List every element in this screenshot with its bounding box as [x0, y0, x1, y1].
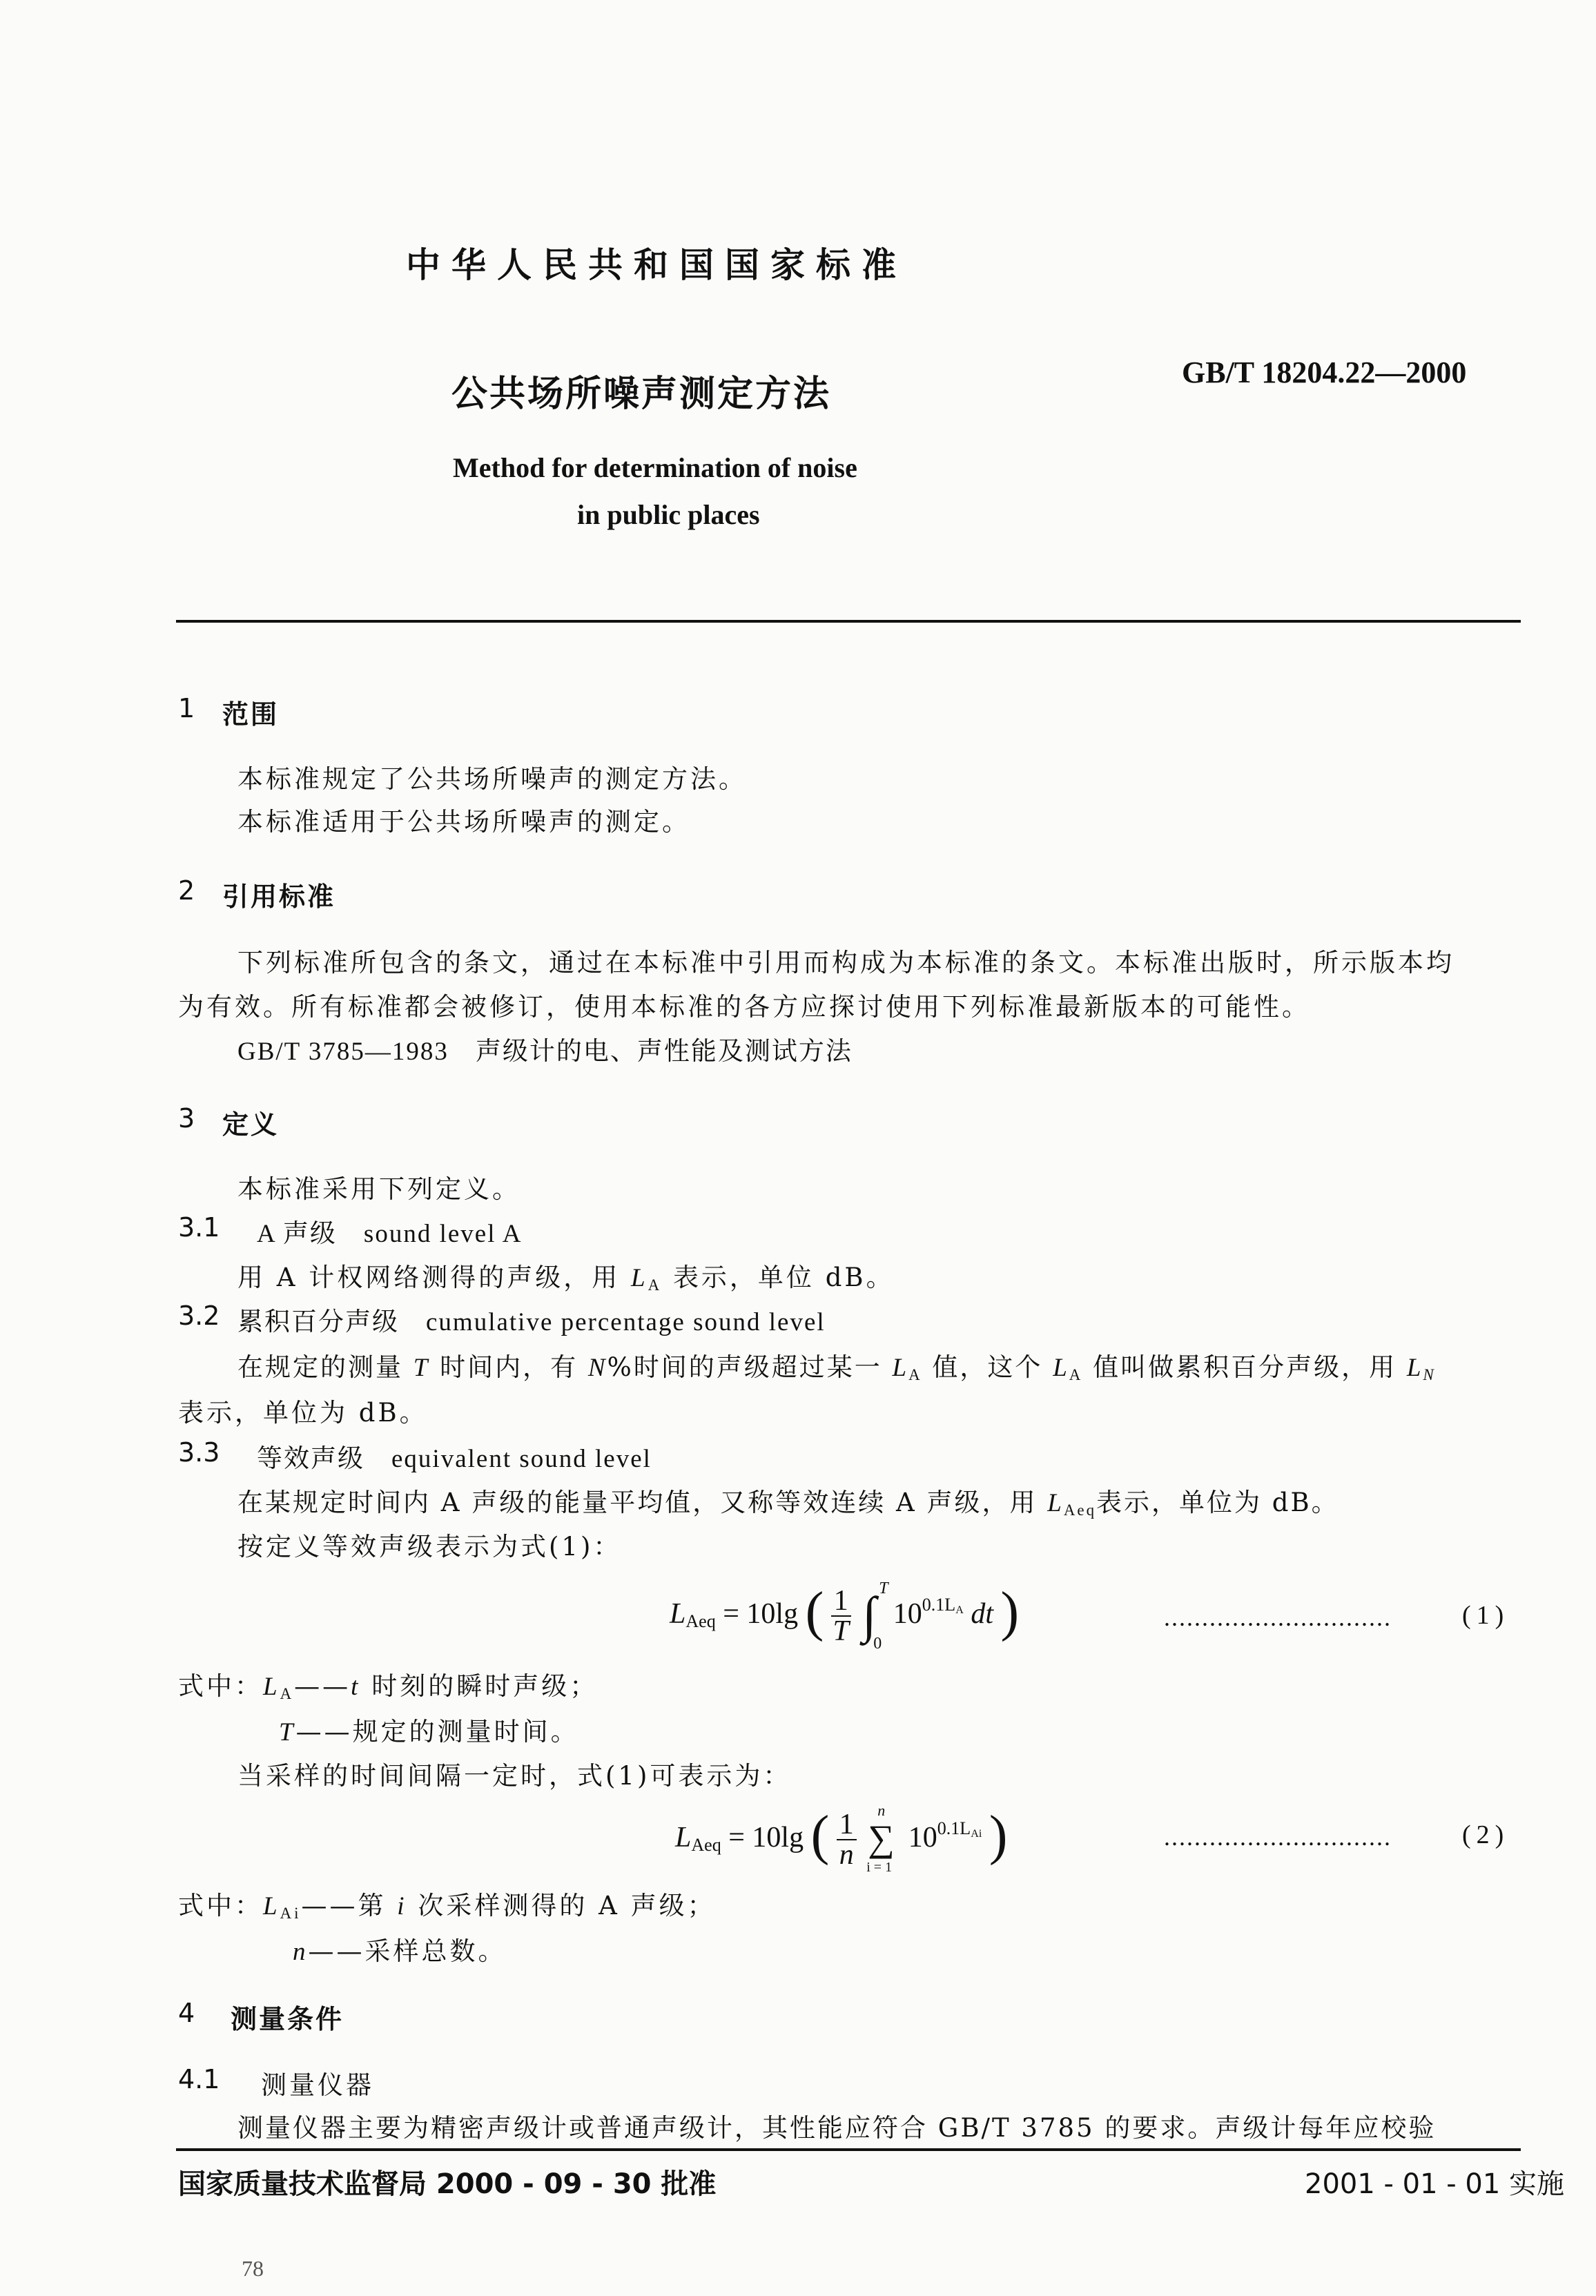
section-4-title: 测量条件	[231, 2004, 344, 2034]
formula-1-where-b: T——规定的测量时间。	[279, 1717, 579, 1747]
formula-2-label: (2)	[1462, 1820, 1510, 1849]
document-title-cn: 公共场所噪声测定方法	[451, 373, 832, 415]
definition-3-3-number: 3.3	[178, 1437, 220, 1468]
definition-3-2-text-line1: 在规定的测量 T 时间内，有 N%时间的声级超过某一 $L_A$ 值，这个 $L_A$ 值叫做累积百分声级，用 $L_N$	[237, 1352, 1436, 1383]
section-3-intro: 本标准采用下列定义。	[237, 1174, 520, 1204]
formula-1-leader: ..............................	[1164, 1604, 1392, 1631]
formula-2: $L_{Aeq} = 10\lg$ ( $\frac{1}{n}$ n ∑ i = 1 $10^{0.1L_{Ai}}$ )	[675, 1802, 1008, 1876]
approval-line: 国家质量技术监督局 2000 - 09 - 30 批准	[178, 2168, 717, 2200]
document-title-en-line2: in public places	[577, 499, 760, 530]
definition-3-3-title: 等效声级 equivalent sound level	[257, 1445, 652, 1473]
page-number: 78	[242, 2256, 264, 2281]
section-2-paragraph-line1: 下列标准所包含的条文，通过在本标准中引用而构成为本标准的条文。本标准出版时，所示版本均	[237, 948, 1454, 977]
section-3-title: 定义	[222, 1109, 280, 1140]
formula-2-leader: ..............................	[1164, 1823, 1392, 1851]
formula-2-where-a: 式中：$L_{Ai}——$第 i 次采样测得的 A 声级；	[178, 1891, 716, 1922]
effective-date-line: 2001 - 01 - 01 实施	[1305, 2168, 1565, 2200]
section-2-number: 2	[178, 875, 195, 906]
sampling-sentence: 当采样的时间间隔一定时，式(1)可表示为：	[237, 1761, 792, 1791]
definition-3-2-title: 累积百分声级 cumulative percentage sound level	[237, 1308, 826, 1336]
subsection-4-1-number: 4.1	[178, 2064, 220, 2094]
definition-3-1-number: 3.1	[178, 1212, 220, 1243]
subsection-4-1-title: 测量仪器	[261, 2070, 374, 2100]
section-2-reference: GB/T 3785—1983 声级计的电、声性能及测试方法	[237, 1038, 853, 1066]
formula-1: $L_{Aeq} = 10\lg$ ( $\frac{1}{T}$ ∫ T 0 $10^{0.1L_A}$ dt )	[670, 1579, 1020, 1653]
section-1-number: 1	[178, 693, 195, 723]
definition-3-3-text-line1: 在某规定时间内 A 声级的能量平均值，又称等效连续 A 声级，用 $L_{Aeq}$表示，单位为 dB。	[237, 1488, 1339, 1519]
standard-code: GB/T 18204.22—2000	[1182, 356, 1467, 389]
section-3-number: 3	[178, 1103, 195, 1134]
subsection-4-1-text: 测量仪器主要为精密声级计或普通声级计，其性能应符合 GB/T 3785 的要求。声级计每年应校验	[237, 2113, 1437, 2143]
definition-3-2-number: 3.2	[178, 1301, 220, 1331]
footer-divider	[176, 2148, 1521, 2151]
formula-2-where-b: n——采样总数。	[293, 1936, 507, 1966]
section-2-title: 引用标准	[222, 882, 336, 912]
definition-3-2-text-line2: 表示，单位为 dB。	[178, 1398, 428, 1428]
formula-1-label: (1)	[1462, 1601, 1510, 1630]
document-title-en-line1: Method for determination of noise	[453, 452, 857, 483]
definition-3-1-title: A 声级 sound level A	[257, 1220, 523, 1248]
section-1-paragraph-2: 本标准适用于公共场所噪声的测定。	[237, 807, 690, 837]
section-1-title: 范围	[222, 699, 280, 730]
section-4-number: 4	[178, 1998, 195, 2028]
definition-3-1-text: 用 A 计权网络测得的声级，用 $L_A$ 表示，单位 dB。	[237, 1263, 895, 1294]
section-1-paragraph-1: 本标准规定了公共场所噪声的测定方法。	[237, 764, 747, 794]
national-standard-title: 中华人民共和国国家标准	[406, 245, 907, 285]
section-2-paragraph-line2: 为有效。所有标准都会被修订，使用本标准的各方应探讨使用下列标准最新版本的可能性。	[178, 992, 1310, 1022]
formula-1-where-a: 式中：$L_A——t$ 时刻的瞬时声级；	[178, 1671, 598, 1702]
definition-3-3-text-line2: 按定义等效声级表示为式(1)：	[237, 1532, 622, 1562]
header-divider	[176, 620, 1521, 623]
